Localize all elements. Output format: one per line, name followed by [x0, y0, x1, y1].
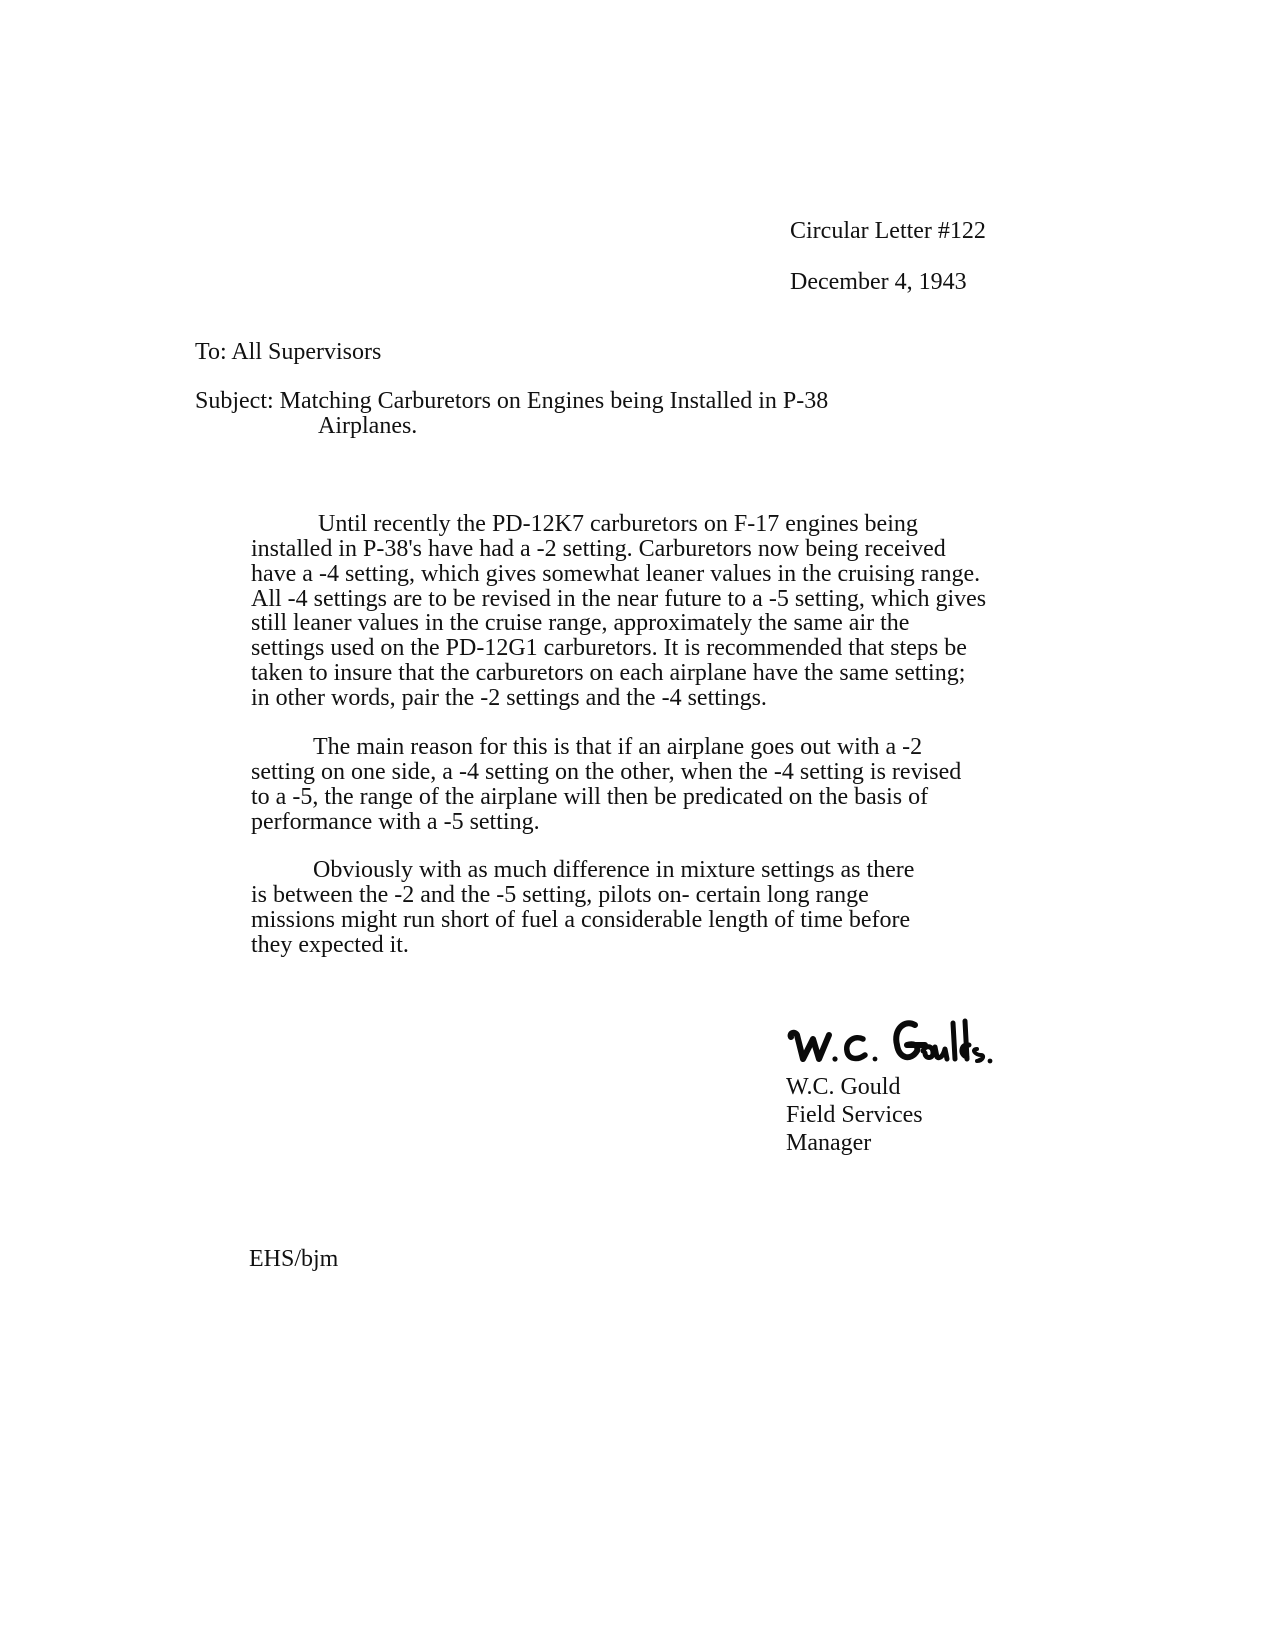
paragraph-line: they expected it. — [251, 932, 409, 958]
paragraph-line: still leaner values in the cruise range, approximately the same air the — [251, 610, 910, 636]
paragraph-line: have a -4 setting, which gives somewhat leaner values in the cruising range. — [251, 561, 981, 587]
recipient-line: To: All Supervisors — [195, 339, 382, 365]
signer-name: W.C. Gould — [786, 1074, 901, 1100]
letter-date: December 4, 1943 — [790, 269, 967, 295]
paragraph-line: missions might run short of fuel a considerable length of time before — [251, 907, 911, 933]
paragraph-line: setting on one side, a -4 setting on the other, when the -4 setting is revised — [251, 759, 962, 785]
paragraph-line: taken to insure that the carburetors on each airplane have the same setting; — [251, 660, 966, 686]
paragraph-line: settings used on the PD-12G1 carburetors. It is recommended that steps be — [251, 635, 967, 661]
paragraph-line: performance with a -5 setting. — [251, 809, 540, 835]
subject-line-continued: Airplanes. — [318, 413, 418, 439]
signer-title: Field Services — [786, 1102, 923, 1128]
paragraph-line: to a -5, the range of the airplane will then be predicated on the basis of — [251, 784, 929, 810]
paragraph-line: is between the -2 and the -5 setting, pilots on- certain long range — [251, 882, 869, 908]
reference-initials: EHS/bjm — [249, 1246, 339, 1272]
paragraph-line: All -4 settings are to be revised in the near future to a -5 setting, which gives — [251, 586, 987, 612]
subject-line: Subject: Matching Carburetors on Engines being Installed in P-38 — [195, 388, 829, 414]
paragraph-line: Until recently the PD-12K7 carburetors on F-17 engines being — [318, 511, 918, 537]
paragraph-line: The main reason for this is that if an airplane goes out with a -2 — [313, 734, 923, 760]
signer-title-continued: Manager — [786, 1130, 872, 1156]
paragraph-line: installed in P-38's have had a -2 setting. Carburetors now being received — [251, 536, 946, 562]
paragraph-line: in other words, pair the -2 settings and the -4 settings. — [251, 685, 767, 711]
paragraph-line: Obviously with as much difference in mixture settings as there — [313, 857, 915, 883]
letter-number: Circular Letter #122 — [790, 218, 986, 244]
